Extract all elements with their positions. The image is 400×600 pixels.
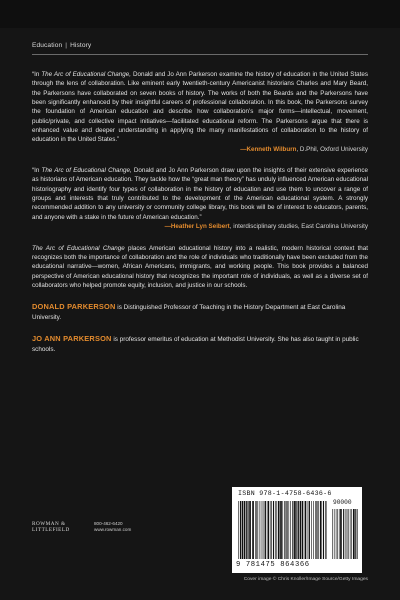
category-separator: | [65,42,68,49]
isbn-label: ISBN 978-1-4758-6436-6 [238,490,332,497]
barcode-bar [294,501,296,559]
barcode-bar [315,501,316,559]
barcode-bar [334,509,335,559]
barcode-bar [247,501,248,559]
barcode-bar [252,501,254,559]
author-name: DONALD PARKERSON [32,302,116,312]
back-cover-text [32,70,368,355]
barcode-bar [275,501,276,559]
publisher-website: www.rowman.com [94,527,132,532]
barcode-bar [286,501,287,559]
barcode-bar [268,501,270,559]
barcode-bar [311,501,312,559]
publisher-logo [32,521,88,547]
barcode-bar [298,501,299,559]
barcode-bar [357,509,358,559]
author-bio-text: is professor emeritus of education at Methodist University. She has also taught in public schools. [32,336,359,353]
barcode-bar [292,501,293,559]
cover-image-credit: Cover image © Chris Knoller/Image Source/Getty Images [243,577,368,582]
barcode-bar [273,501,274,559]
barcode-bar [337,509,338,559]
publisher-name-line2: LITTLEFIELD [32,527,70,534]
reviewer-name: —Kenneth Wilburn [240,145,297,153]
barcode-bar [343,509,344,559]
author-bio-donald [32,302,368,322]
category-history: History [70,42,92,49]
barcode-bar [325,501,326,559]
description-body: places American educational history into a realistic, modern historical context that recognizes both the importance of collaboration and the role of individuals who traditionally have been excluded from the educational narrative—women, African Americans, immigrants, and working people. This book provides a balanced perspective of American educational history that recognizes the important role of individuals, as well as a diverse set of collaborators who helped promote equity, inclusion, and justice in our schools. [32,244,368,289]
barcode-bar [339,509,340,559]
price-code: 90000 [333,499,352,506]
barcode-bar [302,501,304,559]
barcode-bar [282,501,283,559]
isbn-barcode [232,487,362,573]
category-label [32,42,91,49]
barcode-bar [323,501,324,559]
barcode-bar [355,509,356,559]
barcode-bar [353,509,355,559]
reviewer-affiliation: , D.Phil, Oxford University [296,145,368,153]
barcode-bar [263,501,264,559]
review-book-title: The Arc of Educational Change, [41,71,131,78]
barcode-bar [290,501,291,559]
barcode-bar [284,501,285,559]
reviewer-name: —Heather Lyn Seibert [164,223,230,231]
barcode-bar [336,509,337,559]
barcode-bar [305,501,307,559]
description-book-title: The Arc of Educational Change [32,244,125,252]
top-band [0,0,400,28]
review-body: Donald and Jo Ann Parkerson examine the history of education in the United States through the lens of collaboration. Like eminent early twentieth-century Americanist historians Charles and Mary Beard, the Parkersons have collaborated on seven books of history. The works of both the Beards and the Parkersons have been significantly enhanced by their insightful careers of professional collaboration. In this book, the Parkersons survey the foundation of American education and describe how collaboration’s major forms—intellectual, movement, public/private, and collective impact initiatives—facilitated educational reform. The Parkersons argue that there is enhanced value and deeper understanding in applying the many manifestations of collaboration to the history of education in the United States.” [32,71,368,144]
barcode-supplement-bars [332,509,358,559]
barcode-bar [316,501,317,559]
barcode-bar [271,501,272,559]
barcode-bar [256,501,257,559]
barcode-bar [348,509,349,559]
barcode-bar [278,501,280,559]
review-open-quote: “In [32,167,42,175]
barcode-bar [346,509,347,559]
author-bio-text: is Distinguished Professor of Teaching in the History Department at East Carolina University. [32,304,346,321]
barcode-bar [332,509,333,559]
barcode-bar [300,501,301,559]
barcode-bar [350,509,351,559]
barcode-bar [265,501,266,559]
author-bio-joann [32,334,368,354]
barcode-bar [347,509,348,559]
book-description [32,244,368,291]
barcode-bar [313,501,314,559]
review-body: Donald and Jo Ann Parkerson draw upon the insights of their extensive experience as historians of American education. They tackle how the “great man theory” has unduly influenced American educational historiography and identify four types of collaboration in the history of education and use them to uncover a range of groups and interests that truly contributed to the development of the American educational system. A strongly recommended addition to any university or community college library, this book will be of interest to educators, parents, and anyone with a stake in the future of American education.” [32,167,368,221]
review-book-title: The Arc of Educational Change, [41,167,132,175]
barcode-bar [264,501,265,559]
barcode-bar [351,509,352,559]
barcode-bar [340,509,342,559]
barcode-bar [317,501,318,559]
barcode-bar [287,501,288,559]
author-name: JO ANN PARKERSON [32,334,112,344]
review-open-quote: “In [32,71,42,78]
publisher-name-line1: ROWMAN & [32,521,66,527]
publisher-phone: 800-462-6420 [94,521,123,526]
barcode-bar [238,501,239,559]
barcode-bar [309,501,310,559]
review-seibert-text [32,166,368,222]
barcode-bar [242,501,244,559]
barcode-bar [296,501,297,559]
header-rule [32,54,368,55]
barcode-bar [255,501,256,559]
category-education: Education [32,42,63,49]
ean-number: 9 781475 864366 [236,561,310,569]
barcode-bar [259,501,260,559]
barcode-bar [246,501,247,559]
barcode-bar [320,501,322,559]
review-wilburn-attribution [32,145,368,154]
barcode-bar [244,501,245,559]
reviewer-affiliation: , interdisciplinary studies, East Carolina University [229,223,368,231]
barcode-bar [280,501,282,559]
barcode-bar [289,501,290,559]
barcode-bar [240,501,241,559]
review-wilburn-text [32,70,368,145]
barcode-bar [249,501,251,559]
barcode-bars [238,501,328,559]
publisher-contact [94,521,131,533]
barcode-bar [308,501,309,559]
barcode-bar [261,501,262,559]
review-seibert-attribution [32,222,368,231]
